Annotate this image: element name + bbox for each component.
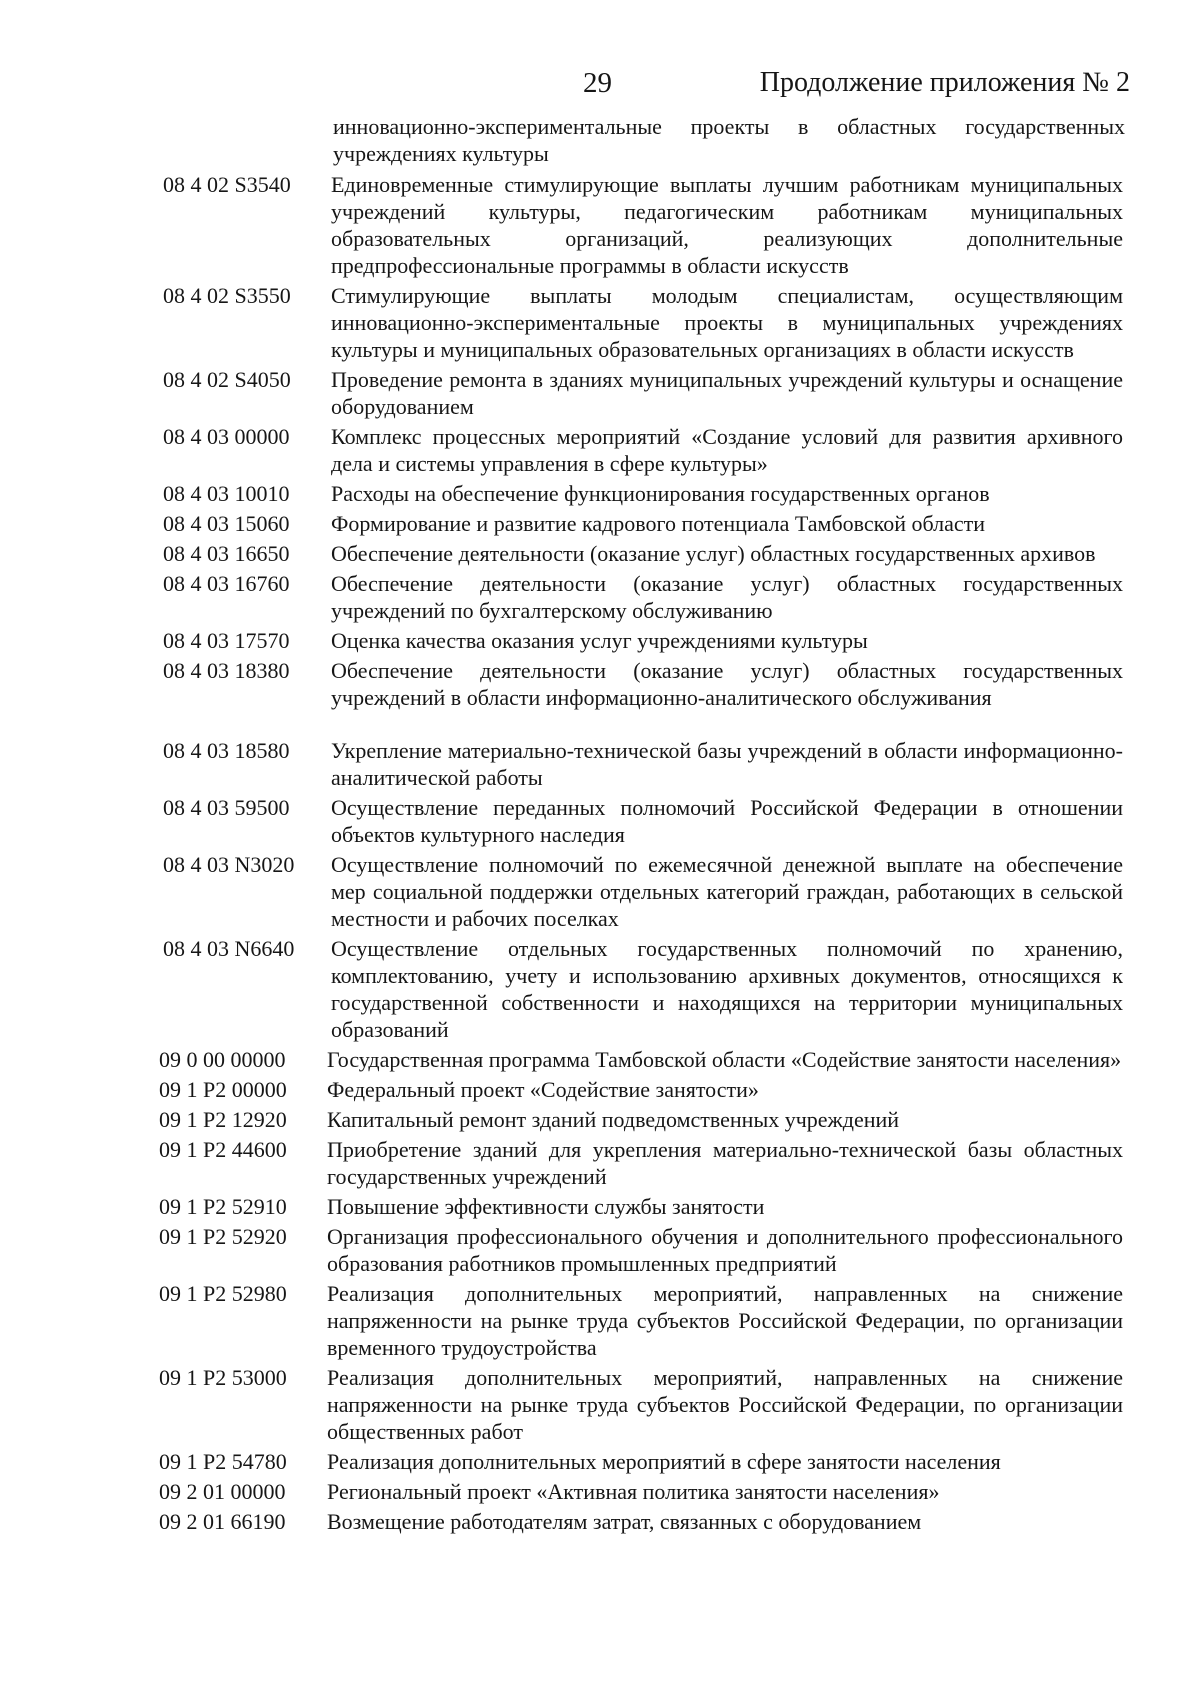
table-row	[0, 1364, 1200, 1445]
row-code: 08 4 03 00000	[163, 424, 290, 449]
row-code: 08 4 03 N3020	[163, 852, 295, 877]
row-description: Формирование и развитие кадрового потенциала Тамбовской области	[331, 511, 986, 536]
row-code: 09 1 P2 54780	[159, 1449, 287, 1474]
row-description: Укрепление материально-технической базы учреждений в области информационно-аналитической работы	[331, 738, 1123, 790]
row-description: Приобретение зданий для укрепления материально-технической базы областных государственных учреждений	[327, 1137, 1123, 1189]
table-row	[0, 510, 1200, 537]
row-code: 08 4 03 N6640	[163, 936, 295, 961]
row-code: 09 1 P2 53000	[159, 1365, 287, 1390]
table-row	[0, 282, 1200, 363]
row-description: Государственная программа Тамбовской области «Содействие занятости населения»	[327, 1047, 1122, 1072]
row-code: 09 1 P2 12920	[159, 1107, 287, 1132]
row-code: 09 1 P2 52910	[159, 1194, 287, 1219]
row-code: 08 4 02 S3550	[163, 283, 291, 308]
row-description: Комплекс процессных мероприятий «Создание условий для развития архивного дела и системы управления в сфере культуры»	[331, 424, 1123, 476]
table-row	[0, 851, 1200, 932]
table-row	[0, 935, 1200, 1043]
row-description: Реализация дополнительных мероприятий, направленных на снижение напряженности на рынке труда субъектов Российской Федерации, по организации общественных работ	[327, 1365, 1123, 1444]
table-row	[0, 1223, 1200, 1277]
row-code: 08 4 03 18380	[163, 658, 290, 683]
table-row	[0, 171, 1200, 279]
row-description: Осуществление переданных полномочий Российской Федерации в отношении объектов культурного наследия	[331, 795, 1123, 847]
row-code: 08 4 03 15060	[163, 511, 290, 536]
row-code: 08 4 03 17570	[163, 628, 290, 653]
row-description: Федеральный проект «Содействие занятости»	[327, 1077, 759, 1102]
row-code: 08 4 02 S3540	[163, 172, 291, 197]
table-row	[0, 1076, 1200, 1103]
row-description: Оценка качества оказания услуг учреждениями культуры	[331, 628, 868, 653]
row-code: 09 0 00 00000	[159, 1047, 286, 1072]
row-code: 08 4 02 S4050	[163, 367, 291, 392]
row-description: Региональный проект «Активная политика занятости населения»	[327, 1479, 940, 1504]
table-row	[0, 1478, 1200, 1505]
row-description: Реализация дополнительных мероприятий, направленных на снижение напряженности на рынке труда субъектов Российской Федерации, по организации временного трудоустройства	[327, 1281, 1123, 1360]
table-row	[0, 1193, 1200, 1220]
row-description: Расходы на обеспечение функционирования государственных органов	[331, 481, 990, 506]
table-row	[0, 1046, 1200, 1073]
row-code: 09 1 P2 00000	[159, 1077, 287, 1102]
row-description: Осуществление отдельных государственных полномочий по хранению, комплектованию, учету и использованию архивных документов, относящихся к государственной собственности и находящихся на территории муниципальных образований	[331, 936, 1123, 1042]
row-description: Капитальный ремонт зданий подведомственных учреждений	[327, 1107, 900, 1132]
row-code: 08 4 03 16760	[163, 571, 290, 596]
table-row	[0, 737, 1200, 791]
row-description: Обеспечение деятельности (оказание услуг) областных государственных учреждений по бухгалтерскому обслуживанию	[331, 571, 1123, 623]
table-row	[0, 1280, 1200, 1361]
table-row	[0, 1136, 1200, 1190]
row-description: Проведение ремонта в зданиях муниципальных учреждений культуры и оснащение оборудованием	[331, 367, 1123, 419]
table-row	[0, 1448, 1200, 1475]
page-header	[0, 66, 1200, 106]
continuation-text: инновационно-экспериментальные проекты в областных государственных учреждениях культуры	[333, 114, 1125, 166]
row-description: Организация профессионального обучения и дополнительного профессионального образования работников промышленных предприятий	[327, 1224, 1123, 1276]
row-description: Обеспечение деятельности (оказание услуг) областных государственных учреждений в области информационно-аналитического обслуживания	[331, 658, 1123, 710]
row-description: Стимулирующие выплаты молодым специалистам, осуществляющим инновационно-экспериментальные проекты в муниципальных учреждениях культуры и муниципальных образовательных организациях в области искусств	[331, 283, 1123, 362]
row-code: 08 4 03 18580	[163, 738, 290, 763]
row-description: Повышение эффективности службы занятости	[327, 1194, 765, 1219]
row-description: Осуществление полномочий по ежемесячной денежной выплате на обеспечение мер социальной поддержки отдельных категорий граждан, работающих в сельской местности и рабочих поселках	[331, 852, 1123, 931]
row-code: 09 1 P2 52920	[159, 1224, 287, 1249]
row-description: Реализация дополнительных мероприятий в сфере занятости населения	[327, 1449, 1001, 1474]
table-row	[0, 1106, 1200, 1133]
table-row	[0, 794, 1200, 848]
row-description: Возмещение работодателям затрат, связанных с оборудованием	[327, 1509, 922, 1534]
row-code: 09 2 01 00000	[159, 1479, 286, 1504]
table-row	[0, 1508, 1200, 1535]
row-code: 08 4 03 59500	[163, 795, 290, 820]
table-row	[0, 627, 1200, 654]
row-description: Обеспечение деятельности (оказание услуг) областных государственных архивов	[331, 541, 1096, 566]
row-code: 09 2 01 66190	[159, 1509, 286, 1534]
table-row	[0, 480, 1200, 507]
table-row	[0, 540, 1200, 567]
table-row	[0, 423, 1200, 477]
row-code: 08 4 03 16650	[163, 541, 290, 566]
table-row	[0, 366, 1200, 420]
row-code: 09 1 P2 44600	[159, 1137, 287, 1162]
row-code: 09 1 P2 52980	[159, 1281, 287, 1306]
page-number: 29	[583, 67, 612, 99]
row-description: Единовременные стимулирующие выплаты лучшим работникам муниципальных учреждений культуры, педагогическим работникам муниципальных образовательных организаций, реализующих дополнительные предпрофессиональные программы в области искусств	[331, 172, 1123, 278]
row-code: 08 4 03 10010	[163, 481, 290, 506]
table-row	[0, 657, 1200, 711]
table-row	[0, 570, 1200, 624]
codes-table	[0, 171, 1200, 1538]
header-title: Продолжение приложения № 2	[759, 67, 1130, 98]
